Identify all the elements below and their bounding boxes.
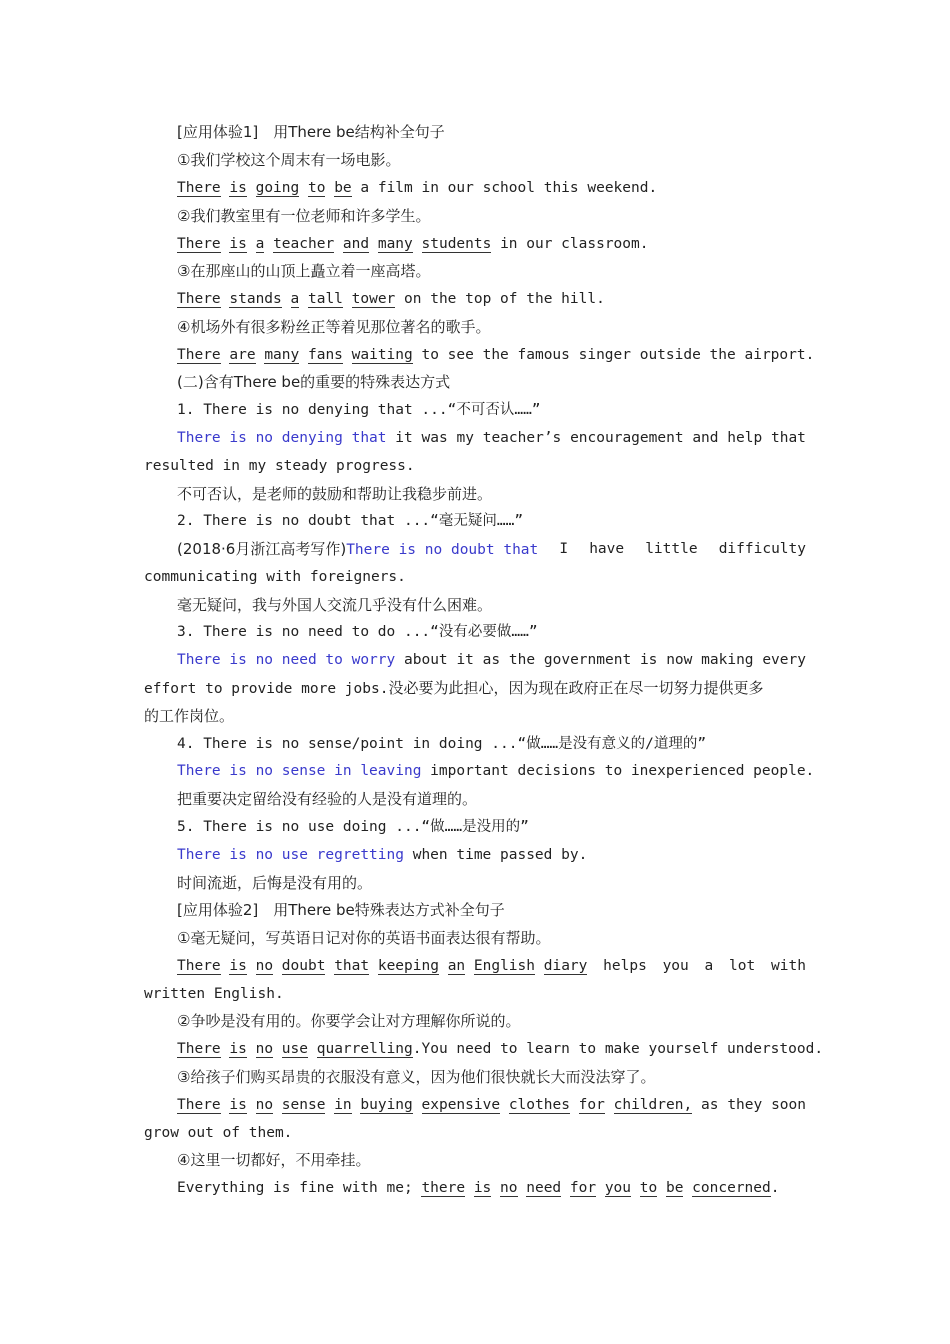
answer-word: there — [421, 1180, 466, 1196]
expression-3-example-line-2 — [144, 677, 806, 700]
sentence-rest: in our classroom. — [491, 236, 649, 252]
answer-word: no — [255, 1041, 274, 1057]
expression-1-translation: 不可否认，是老师的鼓励和帮助让我稳步前进。 — [177, 485, 493, 503]
answer-word: stands — [229, 291, 282, 307]
answer-word: There — [177, 236, 221, 252]
practice2-question-3-chinese: ③给孩子们购买昂贵的衣服没有意义，因为他们很快就长大而没法穿了。 — [177, 1068, 656, 1086]
answer-word: is — [229, 1097, 247, 1113]
highlighted-phrase: There is no doubt that — [346, 542, 539, 558]
answer-word: are — [229, 347, 256, 363]
word: encouragement — [570, 430, 684, 446]
word: help — [727, 430, 763, 446]
answer-word: many — [264, 347, 300, 363]
answer-word: to — [307, 180, 326, 196]
word: with — [771, 958, 806, 974]
practice2-question-1-chinese: ①毫无疑问，写英语日记对你的英语书面表达很有帮助。 — [177, 929, 551, 947]
question-1-answer-line — [177, 177, 806, 199]
highlighted-phrase: There is no sense in leaving — [177, 763, 422, 779]
practice2-question-2-chinese: ②争吵是没有用的。你要学会让对方理解你所说的。 — [177, 1012, 521, 1030]
answer-word: keeping — [377, 958, 439, 974]
word: lot — [729, 958, 756, 974]
word: a — [704, 958, 714, 974]
word: have — [589, 541, 625, 557]
answer-word: use — [281, 1041, 308, 1057]
expression-4-example — [177, 760, 815, 782]
practice2-question-4-answer-line — [177, 1177, 806, 1199]
answer-word: for — [578, 1097, 605, 1113]
sentence-rest: important decisions to inexperienced people. — [421, 763, 815, 779]
word: making — [701, 652, 754, 668]
answer-word: students — [421, 236, 492, 252]
answer-word: There — [177, 958, 221, 974]
exam-source: (2018·6月浙江高考写作) — [177, 540, 347, 558]
section-heading-practice-2: [应用体验2] 用There be特殊表达方式补全句子 — [177, 901, 505, 919]
answer-word: There — [177, 180, 221, 196]
sentence-start: Everything is fine with me; — [177, 1180, 413, 1196]
answer-word: English — [473, 958, 535, 974]
answer-word: concerned — [692, 1180, 771, 1196]
expression-2-translation: 毫无疑问，我与外国人交流几乎没有什么困难。 — [177, 596, 493, 614]
expression-5-example — [177, 844, 806, 866]
word: every — [762, 652, 806, 668]
word: I — [559, 541, 569, 557]
practice2-question-3-line-2: grow out of them. — [144, 1125, 293, 1141]
practice2-question-3-answer-line — [177, 1094, 806, 1116]
word: soon — [771, 1097, 806, 1113]
answer-word: you — [604, 1180, 632, 1196]
answer-word: is — [229, 236, 247, 252]
expression-4-translation: 把重要决定留给没有经验的人是没有道理的。 — [177, 790, 478, 808]
word: as — [482, 652, 501, 668]
answer-word: no — [255, 958, 274, 974]
answer-word: an — [447, 958, 466, 974]
expression-3-title: 3. There is no need to do ...“没有必要做……” — [177, 624, 538, 640]
word: that — [770, 430, 806, 446]
answer-word: in — [334, 1097, 352, 1113]
answer-word: There — [177, 291, 221, 307]
answer-word: and — [342, 236, 370, 252]
question-4-chinese: ④机场外有很多粉丝正等着见那位著名的歌手。 — [177, 318, 491, 336]
highlighted-phrase: There is no use regretting — [177, 847, 404, 863]
word: as — [701, 1097, 719, 1113]
word: little — [645, 541, 698, 557]
answer-word: clothes — [508, 1097, 570, 1113]
answer-word: need — [526, 1180, 562, 1196]
answer-word: tower — [351, 291, 396, 307]
expression-4-title: 4. There is no sense/point in doing ...“做……是没有意义的/道理的” — [177, 736, 707, 752]
sentence-end: . — [770, 1180, 780, 1196]
word: is — [639, 652, 658, 668]
answer-word: There — [177, 1041, 221, 1057]
answer-word: be — [334, 180, 352, 196]
answer-word: be — [665, 1180, 684, 1196]
question-1-chinese: ①我们学校这个周末有一场电影。 — [177, 151, 401, 169]
word: government — [543, 652, 632, 668]
answer-word: a — [290, 291, 300, 307]
sentence-rest: to see the famous singer outside the airport. — [412, 347, 815, 363]
word: now — [666, 652, 693, 668]
answer-word: waiting — [351, 347, 413, 363]
answer-word: to — [639, 1180, 658, 1196]
word: helps — [603, 958, 647, 974]
word: difficulty — [718, 541, 806, 557]
answer-word: no — [500, 1180, 518, 1196]
answer-word: diary — [543, 958, 588, 974]
word: and — [692, 430, 719, 446]
expression-2-title: 2. There is no doubt that ...“毫无疑问……” — [177, 513, 524, 529]
answer-word: is — [229, 180, 247, 196]
answer-word: is — [229, 1041, 247, 1057]
example-sentence-end: effort to provide more jobs. — [144, 681, 389, 697]
answer-word: quarrelling — [316, 1041, 413, 1057]
answer-word: sense — [281, 1097, 326, 1113]
expression-1-example-line-1 — [177, 427, 806, 449]
answer-word: doubt — [281, 958, 326, 974]
answer-word: tall — [307, 291, 343, 307]
word: it — [456, 652, 474, 668]
answer-word: expensive — [421, 1097, 501, 1113]
answer-word: that — [334, 958, 370, 974]
translation-start: 没必要为此担心，因为现在政府正在尽一切努力提供更多 — [388, 679, 764, 697]
answer-word: fans — [307, 347, 343, 363]
question-2-answer-line — [177, 233, 806, 255]
practice2-question-1-answer-line — [177, 955, 806, 977]
answer-phrase — [177, 955, 587, 977]
sentence-rest: .You need to learn to make yourself understood. — [412, 1041, 824, 1057]
section-heading-practice-1: [应用体验1] 用There be结构补全句子 — [177, 123, 445, 141]
question-2-chinese: ②我们教室里有一位老师和许多学生。 — [177, 207, 431, 225]
word: it — [395, 430, 413, 446]
word: my — [456, 430, 474, 446]
answer-word: is — [229, 958, 247, 974]
question-3-answer-line — [177, 288, 806, 310]
question-3-chinese: ③在那座山的山顶上矗立着一座高塔。 — [177, 262, 431, 280]
sentence-rest: a film in our school this weekend. — [351, 180, 658, 196]
answer-word: There — [177, 347, 221, 363]
answer-word: teacher — [273, 236, 335, 252]
expression-1-example-line-2: resulted in my steady progress. — [144, 458, 415, 474]
expression-5-translation: 时间流逝，后悔是没有用的。 — [177, 874, 373, 892]
section-heading-special-expressions: (二)含有There be的重要的特殊表达方式 — [177, 373, 451, 391]
expression-1-title: 1. There is no denying that ...“不可否认……” — [177, 402, 541, 418]
example-source-phrase — [177, 538, 538, 561]
expression-5-title: 5. There is no use doing ...“做……是没用的” — [177, 819, 529, 835]
answer-word: many — [377, 236, 413, 252]
expression-3-translation-end: 的工作岗位。 — [144, 707, 235, 725]
answer-word: going — [255, 180, 300, 196]
answer-word: is — [473, 1180, 492, 1196]
expression-2-example-line-2: communicating with foreigners. — [144, 569, 406, 585]
word: you — [662, 958, 689, 974]
answer-word: children, — [613, 1097, 693, 1113]
word: was — [421, 430, 448, 446]
answer-word: a — [255, 236, 265, 252]
question-4-answer-line — [177, 344, 815, 366]
answer-phrase — [177, 1094, 692, 1116]
word: the — [508, 652, 536, 668]
practice2-question-1-line-2: written English. — [144, 986, 284, 1002]
answer-word: buying — [360, 1097, 413, 1113]
highlighted-phrase: There is no denying that — [177, 430, 387, 446]
word: about — [404, 652, 448, 668]
answer-word: no — [255, 1097, 274, 1113]
word: they — [727, 1097, 763, 1113]
answer-word: for — [569, 1180, 597, 1196]
expression-2-example-line-1 — [177, 538, 806, 561]
sentence-rest: on the top of the hill. — [395, 291, 605, 307]
expression-3-example-line-1 — [177, 649, 806, 671]
word: teacher’s — [482, 430, 562, 446]
practice2-question-4-chinese: ④这里一切都好，不用牵挂。 — [177, 1151, 371, 1169]
sentence-rest: when time passed by. — [403, 847, 588, 863]
highlighted-phrase: There is no need to worry — [177, 652, 396, 668]
answer-word: There — [177, 1097, 221, 1113]
practice2-question-2-answer-line — [177, 1038, 824, 1060]
